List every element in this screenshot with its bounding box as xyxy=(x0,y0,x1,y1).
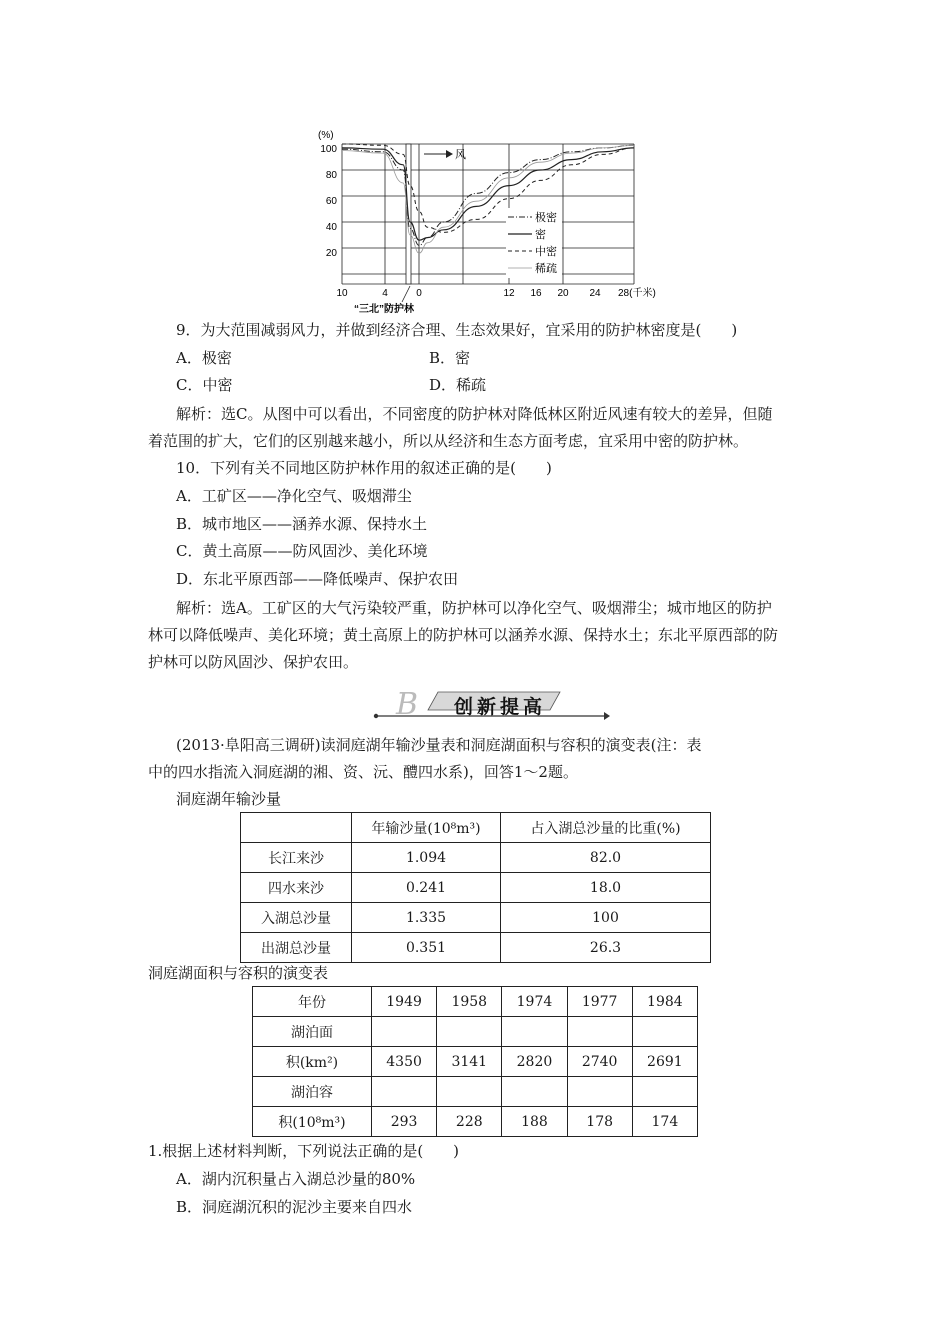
table-cell: 178 xyxy=(567,1107,632,1137)
y-tick-label: 100 xyxy=(320,144,337,155)
table1-caption: 洞庭湖年输沙量 xyxy=(176,790,282,808)
table-cell xyxy=(502,1017,567,1047)
table-row xyxy=(253,1047,698,1077)
q10-option-c: C．黄土高原——防风固沙、美化环境 xyxy=(176,542,428,560)
table-cell: 1949 xyxy=(372,987,437,1017)
x-tick-label: 12 xyxy=(503,288,515,299)
table-cell xyxy=(632,1017,697,1047)
table-cell: 3141 xyxy=(437,1047,502,1077)
sediment-table xyxy=(240,812,711,963)
section-letter: B xyxy=(396,687,419,722)
chart-y-ticks xyxy=(320,144,337,259)
table-cell: 1977 xyxy=(567,987,632,1017)
table-row xyxy=(253,1077,698,1107)
table-cell: 188 xyxy=(502,1107,567,1137)
table-cell: 出湖总沙量 xyxy=(241,933,352,963)
y-tick-label: 40 xyxy=(325,222,337,233)
table-cell: 1.335 xyxy=(352,903,501,933)
table-row xyxy=(241,873,711,903)
intro-text: 中的四水指流入洞庭湖的湘、资、沅、醴四水系)，回答1～2题。 xyxy=(148,763,578,781)
table-cell xyxy=(372,1017,437,1047)
q1-stem: 1.根据上述材料判断，下列说法正确的是( ) xyxy=(148,1142,460,1160)
table-cell: 积(km²) xyxy=(253,1047,372,1077)
q9-analysis: 着范围的扩大，它们的区别越来越小，所以从经济和生态方面考虑，宜采用中密的防护林。 xyxy=(148,432,749,450)
table-cell: 年份 xyxy=(253,987,372,1017)
legend-label: 极密 xyxy=(535,212,557,224)
y-tick-label: 20 xyxy=(325,248,337,259)
y-tick-label: 80 xyxy=(325,170,337,181)
table-cell: 积(10⁸m³) xyxy=(253,1107,372,1137)
table-row xyxy=(241,933,711,963)
table-cell: 长江来沙 xyxy=(241,843,352,873)
x-tick-label: 10 xyxy=(336,288,348,299)
table-cell xyxy=(372,1077,437,1107)
x-tick-label: 0 xyxy=(416,288,422,299)
q9-option-b: B．密 xyxy=(429,349,471,367)
x-tick-label: 24 xyxy=(589,288,601,299)
legend-label: 稀疏 xyxy=(535,263,557,275)
table-row xyxy=(241,813,711,843)
table-cell: 18.0 xyxy=(501,873,711,903)
x-unit-label: 28(千米) xyxy=(618,288,656,299)
table-cell: 228 xyxy=(437,1107,502,1137)
table-cell xyxy=(632,1077,697,1107)
lake-evolution-table xyxy=(252,986,698,1137)
forest-arrow-icon xyxy=(402,286,410,302)
windbreak-chart xyxy=(312,122,672,320)
table-cell: 入湖总沙量 xyxy=(241,903,352,933)
table-cell: 占入湖总沙量的比重(%) xyxy=(501,813,711,843)
q1-option-b: B．洞庭湖沉积的泥沙主要来自四水 xyxy=(176,1198,413,1216)
legend-label: 密 xyxy=(535,229,546,241)
table-cell xyxy=(437,1077,502,1107)
table-cell: 年输沙量(10⁸m³) xyxy=(352,813,501,843)
q10-option-a: A．工矿区——净化空气、吸烟滞尘 xyxy=(176,487,412,505)
table-cell: 1958 xyxy=(437,987,502,1017)
q10-option-d: D．东北平原西部——降低噪声、保护农田 xyxy=(176,570,459,588)
table-cell: 2820 xyxy=(502,1047,567,1077)
series-mi-line xyxy=(342,148,634,240)
table-cell xyxy=(567,1077,632,1107)
q9-option-d: D．稀疏 xyxy=(429,376,487,394)
table-cell xyxy=(241,813,352,843)
table-cell: 4350 xyxy=(372,1047,437,1077)
q10-analysis: 林可以降低噪声、美化环境；黄土高原上的防护林可以涵养水源、保持水土；东北平原西部的防 xyxy=(148,626,779,644)
section-title: 创新提高 xyxy=(454,696,547,718)
q9-analysis: 解析：选C。从图中可以看出，不同密度的防护林对降低林区附近风速有较大的差异，但随 xyxy=(176,405,773,423)
table-row xyxy=(241,903,711,933)
q1-option-a: A．湖内沉积量占入湖总沙量的80% xyxy=(176,1170,416,1188)
x-tick-label: 4 xyxy=(382,288,388,299)
x-tick-label: 20 xyxy=(557,288,569,299)
wind-label: 风 xyxy=(455,149,466,161)
q10-stem: 10．下列有关不同地区防护林作用的叙述正确的是( ) xyxy=(176,459,552,477)
table-cell: 100 xyxy=(501,903,711,933)
table-cell xyxy=(437,1017,502,1047)
forest-label: “三北”防护林 xyxy=(354,304,414,315)
chart-series-layer xyxy=(342,144,634,253)
y-tick-label: 60 xyxy=(325,196,337,207)
table-row xyxy=(253,987,698,1017)
intro-text: (2013·阜阳高三调研)读洞庭湖年输沙量表和洞庭湖面积与容积的演变表(注：表 xyxy=(176,736,702,754)
table-cell: 174 xyxy=(632,1107,697,1137)
table-cell: 293 xyxy=(372,1107,437,1137)
table-row xyxy=(241,843,711,873)
chart-legend xyxy=(506,208,562,278)
chart-ylabel: (%) xyxy=(318,130,334,141)
q10-analysis: 护林可以防风固沙、保护农田。 xyxy=(148,653,359,671)
table-row xyxy=(253,1107,698,1137)
q9-option-c: C．中密 xyxy=(176,376,233,394)
x-tick-label: 16 xyxy=(530,288,542,299)
q10-option-b: B．城市地区——涵养水源、保持水土 xyxy=(176,515,428,533)
table-cell: 1.094 xyxy=(352,843,501,873)
table-cell: 湖泊面 xyxy=(253,1017,372,1047)
table-cell: 2740 xyxy=(567,1047,632,1077)
table-cell: 四水来沙 xyxy=(241,873,352,903)
table-cell: 1974 xyxy=(502,987,567,1017)
table2-caption: 洞庭湖面积与容积的演变表 xyxy=(148,964,329,982)
q9-option-a: A．极密 xyxy=(176,349,232,367)
table-cell: 2691 xyxy=(632,1047,697,1077)
table-cell xyxy=(502,1077,567,1107)
series-xishu-line xyxy=(342,145,634,253)
table-cell: 82.0 xyxy=(501,843,711,873)
table-cell: 湖泊容 xyxy=(253,1077,372,1107)
legend-label: 中密 xyxy=(535,246,557,258)
table-cell xyxy=(567,1017,632,1047)
chart-grid xyxy=(342,144,634,284)
table-row xyxy=(253,1017,698,1047)
table-cell: 1984 xyxy=(632,987,697,1017)
table-cell: 0.351 xyxy=(352,933,501,963)
q9-stem: 9．为大范围减弱风力，并做到经济合理、生态效果好，宜采用的防护林密度是( ) xyxy=(176,321,738,339)
table-cell: 26.3 xyxy=(501,933,711,963)
q10-analysis: 解析：选A。工矿区的大气污染较严重，防护林可以净化空气、吸烟滞尘；城市地区的防护 xyxy=(176,599,772,617)
table-cell: 0.241 xyxy=(352,873,501,903)
wind-arrowhead-icon xyxy=(446,150,453,158)
chart-x-ticks xyxy=(336,288,601,299)
